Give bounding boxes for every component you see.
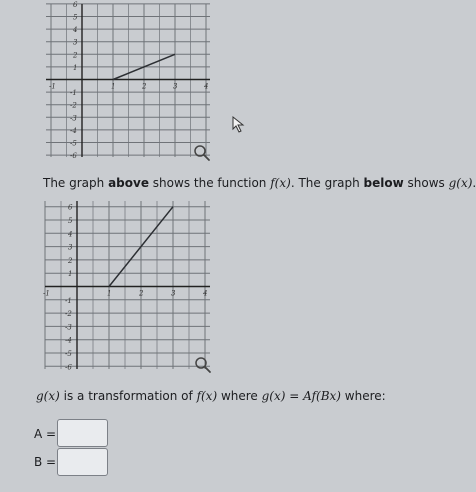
grid-lines — [46, 4, 210, 157]
y-tick-label: 5 — [68, 217, 73, 225]
question-part: where: — [340, 389, 386, 403]
y-tick-label: -2 — [65, 310, 72, 319]
x-tick-label: -1 — [49, 82, 56, 91]
y-tick-label: 2 — [68, 256, 73, 265]
x-tick-label: 4 — [203, 289, 208, 298]
magnifier-icon[interactable] — [195, 146, 209, 160]
question-part: is a transformation of — [59, 389, 197, 403]
magnifier-icon[interactable] — [196, 358, 210, 372]
graph-description — [43, 176, 476, 190]
mouse-cursor-icon — [232, 116, 246, 134]
question-text — [36, 389, 386, 403]
y-tick-label: 1 — [73, 63, 78, 72]
y-tick-label: 3 — [73, 38, 78, 47]
statement-text: shows — [403, 176, 449, 190]
a-label: A = — [34, 427, 57, 441]
statement-text: shows the function — [148, 176, 271, 190]
y-tick-label: -3 — [65, 323, 72, 332]
x-tick-label: 3 — [171, 289, 176, 298]
question-part: where — [217, 389, 262, 403]
graph-g-grid — [43, 201, 210, 371]
function-f: f(x) — [196, 389, 218, 403]
y-tick-label: 1 — [68, 270, 73, 279]
a-input[interactable] — [57, 419, 108, 447]
x-tick-label: 1 — [107, 289, 112, 298]
y-tick-label: -5 — [65, 350, 72, 358]
function-segment — [109, 207, 173, 287]
b-input[interactable] — [57, 448, 108, 476]
y-tick-label: -1 — [70, 89, 77, 98]
statement-text: . The graph — [290, 176, 364, 190]
statement-above: above — [108, 176, 149, 190]
y-tick-label: 2 — [73, 51, 78, 60]
y-tick-label: -2 — [70, 101, 77, 110]
y-tick-label: -6 — [65, 363, 72, 372]
y-tick-label: -4 — [65, 336, 72, 345]
statement-text: . — [472, 176, 476, 190]
y-tick-label: 4 — [73, 26, 78, 35]
y-tick-label: 6 — [73, 0, 78, 9]
graph-f-grid — [46, 1, 210, 160]
transformation-equation: g(x) = Af(Bx) — [261, 389, 341, 403]
x-tick-label: 2 — [139, 289, 144, 298]
x-tick-label: 4 — [204, 82, 209, 91]
y-tick-label: 3 — [68, 243, 73, 252]
function-f: f(x) — [270, 176, 291, 190]
x-tick-label: 2 — [142, 82, 147, 91]
function-segment — [113, 54, 175, 79]
x-tick-label: 1 — [111, 82, 116, 91]
statement-below: below — [363, 176, 404, 190]
statement-text: The graph — [43, 176, 109, 190]
b-label: B = — [34, 455, 57, 469]
y-tick-label: -6 — [70, 152, 77, 161]
y-tick-label: -1 — [65, 296, 72, 305]
function-g: g(x) — [448, 176, 473, 190]
y-tick-label: 4 — [68, 230, 73, 239]
y-tick-label: -5 — [70, 139, 77, 148]
y-tick-label: 6 — [68, 203, 73, 212]
y-tick-label: -3 — [70, 114, 77, 123]
x-tick-label: -1 — [43, 289, 50, 298]
y-tick-label: -4 — [70, 126, 77, 135]
function-g: g(x) — [36, 389, 60, 403]
y-tick-label: 5 — [73, 13, 78, 22]
grid-lines — [45, 201, 210, 372]
x-tick-label: 3 — [173, 82, 178, 91]
